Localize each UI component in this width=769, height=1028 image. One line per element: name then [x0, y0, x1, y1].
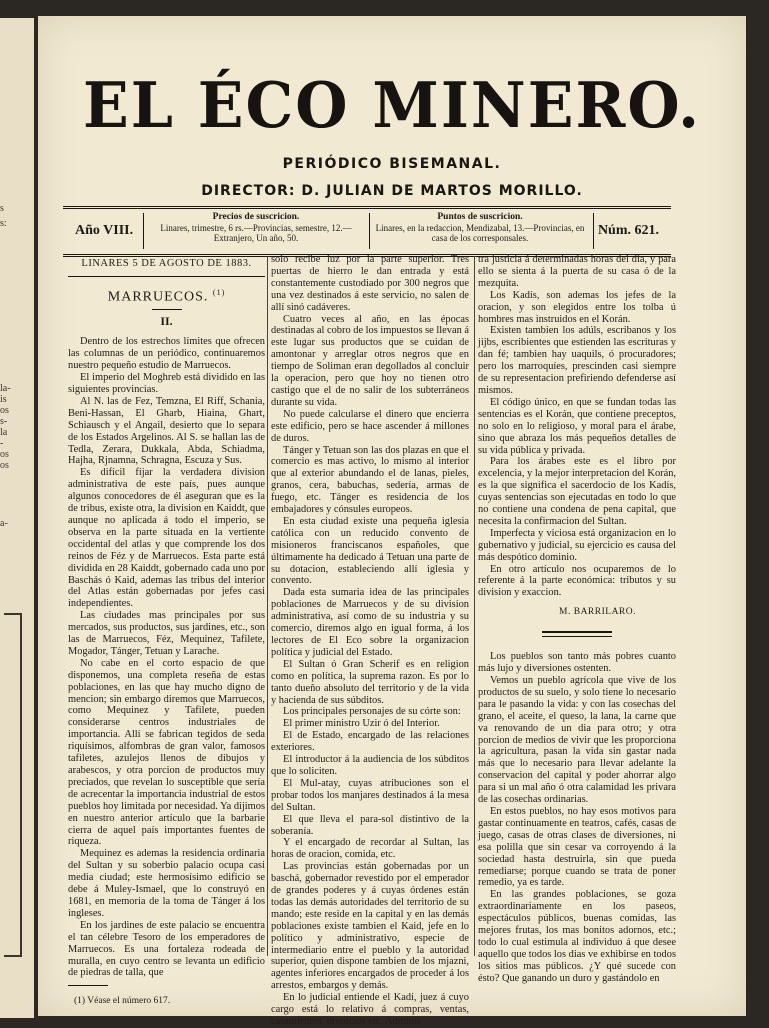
prev-page-fragment: s — [0, 203, 4, 214]
prev-page-fragment: os — [0, 460, 9, 471]
dateline-rule — [68, 276, 265, 277]
article-title-text: MARRUECOS. — [107, 289, 209, 305]
issue-year: Año VIII. — [75, 223, 134, 238]
paragraph: El código único, en que se fundan todas las sentencias es el Korán, que contiene preceptos, no solo en lo religioso, y moral para el árabe, sino que abraza los más pequeños detalles de su vida pública y privada. — [478, 396, 676, 456]
prices-text: Linares, trimestre, 6 rs.—Provincias, semestre, 12.—Extranjero, Un año, 50. — [160, 222, 352, 243]
article-part: II. — [160, 314, 173, 329]
dateline: LINARES 5 DE AGOSTO DE 1883. — [81, 258, 252, 269]
prices-heading: Precios de suscricion. — [212, 212, 300, 222]
paragraph: Existen tambien los adúls, escribanos y los jijbs, escribientes que estienden las escrituras y dan fé; tambien hay uaquils, ó procuradores; pero los marroquíes, prescinden casi siempre de su representacion prefiriendo defenderse así mismos. — [478, 325, 676, 396]
footnote: (1) Véase el número 617. — [74, 996, 171, 1007]
paragraph: No puede calcularse el dinero que encierra este edificio, pero se hace ascender á millones de duros. — [271, 408, 469, 444]
paragraph: Y el encargado de recordar al Sultan, las horas de oracion, comida, etc. — [271, 837, 469, 861]
prev-page-fragment: - — [0, 438, 4, 449]
band-divider — [593, 213, 594, 249]
points-text: Linares, en la redaccion, Mendizabal, 13.—Provincias, en casa de los corresponsales. — [375, 222, 585, 243]
footnote-rule — [68, 985, 108, 986]
points-heading: Puntos de suscricion. — [437, 212, 523, 222]
subscription-points — [375, 212, 585, 244]
column-rule — [474, 256, 475, 956]
paragraph: Para los árabes este es el libro por excelencia, y la mejor interpretacion del Korán, es la que significa el sacerdocio de los Kadís, cuyas sentencias son ejecutadas en todo lo que no contiene una condena de pena capital, que necesita la confirmacion del Sultan. — [478, 456, 676, 527]
prev-page-fragment: s: — [0, 218, 7, 229]
paragraph: solo recibe luz por la parte superior. Tres puertas de hierro le dan entrada y está constantemente custodiado por 300 negros que una vez destinados á este servicio, no salen de allí sinó cadáveres. — [271, 254, 469, 313]
paragraph: El primer ministro Uzir ó del Interior. — [283, 718, 440, 730]
paragraph: En estos pueblos, no hay esos motivos para gastar continuamente en teatros, cafés, casas de juego, casas de otras clases de diversiones, ni esa polilla que sin cesar va corroyendo á la sociedad hasta destruirla, sin que pueda remediarse; porque cuando se trata de poner remedio, ya es tarde. — [478, 805, 676, 889]
column-rule — [267, 256, 268, 956]
article-title — [68, 287, 265, 304]
section-ornament — [542, 631, 612, 637]
newspaper-subtitle: PERIÓDICO BISEMANAL. — [282, 156, 502, 172]
previous-page-edge — [0, 18, 34, 1018]
paragraph: tra justicia á determinadas horas del dia, y para ello se sienta á la puerta de su casa ó de la mezquita. — [478, 254, 676, 289]
newspaper-page — [38, 16, 746, 1027]
paragraph: En esta ciudad existe una pequeña iglesia católica con un reducido convento de misioneros franciscanos españoles, que últimamente ha dedicado á Tetuan una parte de su dotacion, estableciendo allí iglesia y convento. — [271, 515, 469, 587]
prev-page-fragment: os — [0, 405, 9, 416]
paragraph: El Mul-atay, cuyas atribuciones son el probar todos los manjares destinados á la mesa del Sultan. — [271, 777, 469, 813]
prev-page-fragment: s- — [0, 416, 8, 427]
director-line: DIRECTOR: D. JULIAN DE MARTOS MORILLO. — [201, 183, 583, 199]
column-3 — [478, 254, 676, 985]
issue-number: Núm. 621. — [597, 223, 659, 238]
paragraph: Las ciudades mas principales por sus mercados, sus productos, sus jardines, etc., son las de Marruecos, Féz, Mequinez, Tafilete, Mogador, Tánger, Tetuan y Larache. — [68, 610, 265, 657]
author-signature: M. BARRILARO. — [559, 607, 636, 618]
subscription-band — [63, 206, 671, 257]
prev-page-fragment: la — [0, 427, 8, 438]
paragraph: Los principales personajes de su córte son: — [283, 706, 461, 718]
band-divider — [369, 213, 370, 249]
column-2 — [271, 254, 469, 1028]
paragraph: Los pueblos son tanto más pobres cuanto más lujo y diversiones ostenten. — [478, 651, 676, 675]
subscription-prices — [151, 212, 361, 244]
prev-page-frame — [4, 613, 22, 957]
title-rule — [152, 309, 182, 310]
paragraph: Al N. las de Fez, Temzna, El Riff, Schania, Beni-Hassan, El Gharb, Hiaina, Ghart, Schiausch y el Angail, desierto que lo separa de los Estados Argelinos. Al S. se hallan las de Tedla, Zerara, Dukkala, Abda, Schiadma, Hajha, Rjnamna, Schragna, Escuza y Sus. — [68, 395, 265, 467]
article-title-note: (1) — [212, 287, 226, 297]
paragraph: El imperio del Moghreb está dividido en las siguientes provincias. — [68, 372, 265, 395]
paragraph: El Sultan ó Gran Scherif es en religion como en política, la suprema razon. Es por lo tanto dueño absoluto del territorio y de la vida y hacienda de sus súbditos. — [271, 658, 469, 706]
paragraph: En lo judicial entiende el Kadí, juez á cuyo cargo está lo relativo á compras, ventas, casamientos, divorcios etc. Adminis — [271, 992, 469, 1027]
paragraph: Vemos un pueblo agrícola que vive de los productos de su suelo, y solo tiene lo necesario para le pasando la vida: y con las cosechas del grano, el aceite, el queso, la lana, la carne que va renovando de un dia para otro; y otra porcion de medios de vivir que les proporciona la agricultura, pasan la vida sin gastar nada más que lo necesario para llevar adelante la conservacion del capital y poder ahorrar algo para si un mal año ó otra calamidad les privara de las cosechas ordinarias. — [478, 675, 676, 806]
prev-page-fragment: la- — [0, 383, 11, 394]
prev-page-fragment: a- — [0, 518, 8, 529]
paragraph: El de Estado, encargado de las relaciones exteriores. — [271, 730, 469, 754]
paragraph: El introductor á la audiencia de los súbditos que lo soliciten. — [271, 754, 469, 777]
paragraph: El que lleva el para-sol distintivo de la soberanía. — [271, 813, 469, 837]
column-1 — [68, 254, 265, 1008]
paragraph: Las provincias están gobernadas por un baschá, gobernador revestido por el emperador de grandes poderes y á cuyas órdenes están todas las demás autoridades del territorio de su mando; este reside en la capital y en las demás poblaciones existe tambien el Kaid, jefe en lo político y administrativo, especie de intermediario entre el pueblo y la autoridad superior, quien dispone tambien de los mjazni, agentes inferiores encargados de proceder á los arrestos, embargos y demás. — [271, 861, 469, 992]
paragraph: Imperfecta y viciosa está organizacion en lo gubernativo y judicial, su ejercicio es causa del más despótico dominio. — [478, 527, 676, 563]
paragraph: En las grandes poblaciones, se goza extraordinariamente en los paseos, espectáculos públicos, buenas comidas, las mejores frutas, los mas bonitos adornos, etc.; todo lo cual estimula al individuo á que desee aquello que todos los dias ve exhibirse en todos los sitios mas públicos. ¿Y qué sucede con ésto? Que ganando un duro y gastándolo en — [478, 889, 676, 984]
paragraph: Dentro de los estrechos límites que ofrecen las columnas de un periódico, continuaremos nuestro pequeño estudio de Marruecos. — [68, 336, 265, 372]
paragraph: En los jardines de este palacio se encuentra el tan célebre Tesoro de los emperadores de Marruecos. Es una fortaleza rodeada de muralla, en cuyo centro se levanta un edificio de piedras de talla, que — [68, 919, 265, 979]
paragraph: Tánger y Tetuan son las dos plazas en que el comercio es mas activo, lo mismo al interior que al exterior abundando el de lanas, pieles, granos, cera, babuchas, sedería, armas de fuego, etc. Tánger es residencia de los embajadores y cónsules europeos. — [271, 444, 469, 516]
paragraph: En otro artículo nos ocuparemos de lo referente á la parte económica: tributos y su division y exaccion. — [478, 563, 676, 599]
paragraph: Mequinez es ademas la residencia ordinaria del Sultan y su soberbio palacio ocupa casi media ciudad; este hermosísimo edificio se debe á Muley-Ismael, que lo construyó en 1681, en memoria de la toma de Tánger á los ingleses. — [68, 848, 265, 919]
paragraph: Dada esta sumaria idea de las principales poblaciones de Marruecos y de su division administrativa, así como de su industria y su comercio, diremos algo en igual forma, á los lectores de El Eco sobre la organizacion política y judicial del Estado. — [271, 587, 469, 658]
band-divider — [143, 213, 144, 249]
paragraph: Los Kadís, son ademas los jefes de la oracion, y son elegidos entre los tolba ú hombres mas instruidos en el Korán. — [478, 289, 676, 325]
paragraph: No cabe en el corto espacio de que disponemos, una completa reseña de estas poblaciones, en las que hay mucho digno de mencion; sin embargo diremos que Marruecos, como Mequinez y Tafilete, pueden considerarse centros industriales de importancia. Allí se fabrican tegidos de seda riquísimos, alfombras de gran valor, famosos tafiletes, azulejos llenos de dibujos y arabescos, y otra porcion de productos muy preciados, que revelan lo susceptible que sería de acrecentar la importancia industrial de estos pueblos hoy limitada por necesidad. Ya dijimos en nuestro anterior artículo que la barbarie cierra de aquel país importantes fuentes de riqueza. — [68, 657, 265, 848]
prev-page-fragment: is — [0, 394, 7, 405]
paragraph: Es difícil fijar la verdadera division administrativa de este país, pues aunque algunos conocedores de él aseguran que es la de tribus, existe otra, la division en Kaiddt, que aunque no aplicada á todo el imperio, se observa en la parte situada en la vertiente occidental del atlas y que comprende los dos reinos de Féz y de Marruecos. Esta parte está dividida en 28 Kaiddt, gobernado cada uno por Baschás ó Kaid, ademas las tribus del interior del Atlas están gobernadas por jefes casi independientes. — [68, 467, 265, 610]
newspaper-title: EL ÉCO MINERO. — [82, 69, 701, 143]
paragraph: Cuatro veces al año, en las épocas destinadas al cobro de los impuestos se llevan á este lugar sus productos que se cuidan de amontonar y arreglar otros negros que en tiempo de Soliman eran degollados al concluir la operacion, pero que hoy no tienen otro castigo que el de no salir de los subterráneos durante su vida. — [271, 313, 469, 408]
prev-page-fragment: os — [0, 449, 9, 460]
